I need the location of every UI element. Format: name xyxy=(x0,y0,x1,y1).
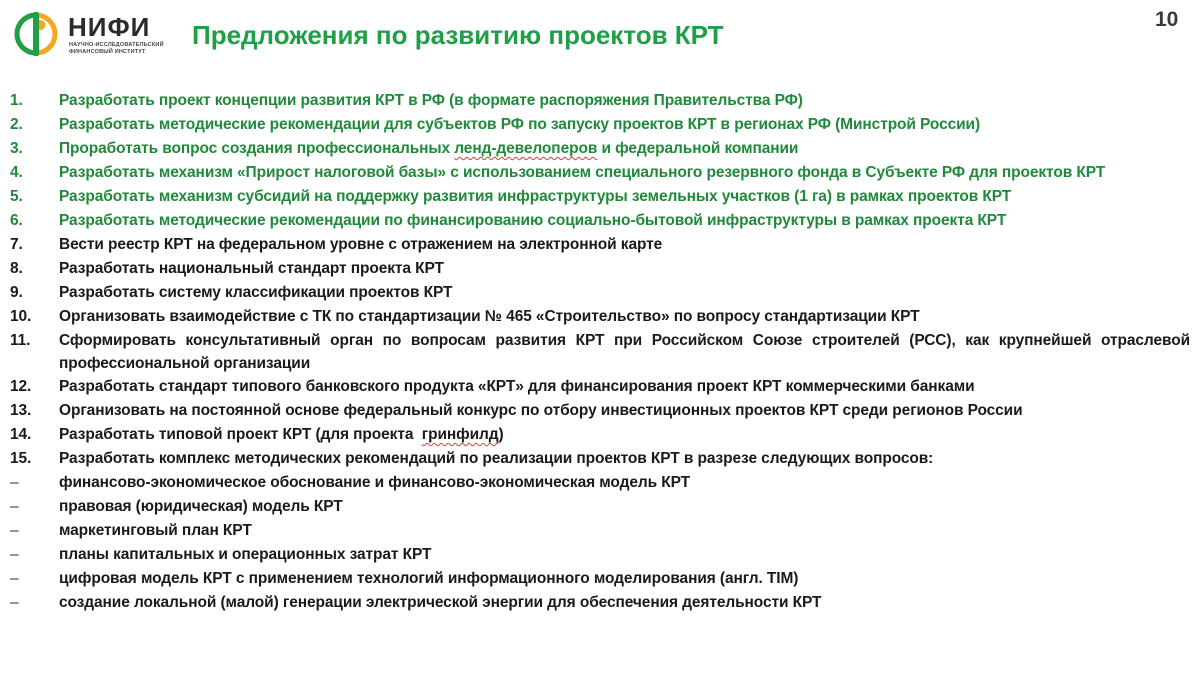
item-text: Организовать взаимодействие с ТК по стандартизации № 465 «Строительство» по вопросу стандартизации КРТ xyxy=(59,308,920,325)
item-number: 5. xyxy=(10,188,23,205)
item-text-part: Разработать типовой проект КРТ (для проекта xyxy=(59,426,422,443)
list-item xyxy=(10,137,1190,161)
item-number: 8. xyxy=(10,260,23,277)
logo-subtitle xyxy=(69,42,164,56)
item-text-part: Проработать вопрос создания профессиональных xyxy=(59,140,455,157)
page-number: 10 xyxy=(1155,8,1179,31)
item-number: 11. xyxy=(10,332,31,349)
nifi-logo xyxy=(12,10,162,60)
sub-list-item xyxy=(10,471,1190,495)
sub-list-item xyxy=(10,543,1190,567)
item-text: Разработать механизм «Прирост налоговой базы» с использованием специального резервного фонда в Субъекте РФ для проектов КРТ xyxy=(59,164,1106,181)
item-text: Разработать стандарт типового банковского продукта «КРТ» для финансирования проект КРТ коммерческими банками xyxy=(59,378,975,395)
sub-item-text: создание локальной (малой) генерации электрической энергии для обеспечения деятельности КРТ xyxy=(59,594,822,611)
sub-list-item xyxy=(10,519,1190,543)
item-text xyxy=(59,423,504,447)
sub-item-text: маркетинговый план КРТ xyxy=(59,522,252,539)
spellcheck-underlined-word: ленд-девелоперов xyxy=(454,140,598,157)
list-item xyxy=(10,423,1190,447)
item-text: Разработать методические рекомендации для субъектов РФ по запуску проектов КРТ в регионах РФ (Минстрой России) xyxy=(59,116,981,133)
item-number: 1. xyxy=(10,92,23,109)
list-item xyxy=(10,233,1190,257)
dash-bullet: – xyxy=(10,570,19,587)
dash-bullet: – xyxy=(10,546,19,563)
item-number: 4. xyxy=(10,164,23,181)
list-item xyxy=(10,185,1190,209)
item-text: Организовать на постоянной основе федеральный конкурс по отбору инвестиционных проектов КРТ среди регионов России xyxy=(59,402,1023,419)
list-item xyxy=(10,257,1190,281)
item-number: 6. xyxy=(10,212,23,229)
item-text: Разработать проект концепции развития КРТ в РФ (в формате распоряжения Правительства РФ) xyxy=(59,92,803,109)
item-text xyxy=(59,137,798,161)
proposals-list xyxy=(10,89,1190,615)
item-text: Сформировать консультативный орган по вопросам развития КРТ при Российском Союзе строителей (РСС), как крупнейшей отраслевой профессиональной организации xyxy=(59,332,1190,372)
logo-subtitle-line2: ФИНАНСОВЫЙ ИНСТИТУТ xyxy=(69,49,146,55)
item-number: 15. xyxy=(10,450,32,467)
dash-bullet: – xyxy=(10,522,19,539)
sub-item-text: цифровая модель КРТ с применением технологий информационного моделирования (англ. TIM) xyxy=(59,570,799,587)
page-title: Предложения по развитию проектов КРТ xyxy=(192,20,724,50)
item-text-part: ) xyxy=(498,426,504,443)
list-item xyxy=(10,89,1190,113)
spellcheck-underlined-word: гринфилд xyxy=(421,426,499,443)
dash-bullet: – xyxy=(10,474,19,491)
item-number: 13. xyxy=(10,402,32,419)
list-item xyxy=(10,161,1190,185)
item-number: 14. xyxy=(10,426,32,443)
sub-list-item xyxy=(10,567,1190,591)
logo-subtitle-line1: НАУЧНО-ИССЛЕДОВАТЕЛЬСКИЙ xyxy=(69,42,164,48)
item-text: Вести реестр КРТ на федеральном уровне с отражением на электронной карте xyxy=(59,236,663,253)
item-text: Разработать национальный стандарт проекта КРТ xyxy=(59,260,444,277)
item-text: Разработать систему классификации проектов КРТ xyxy=(59,284,453,301)
item-number: 9. xyxy=(10,284,23,301)
item-text: Разработать методические рекомендации по финансированию социально-бытовой инфраструктуры в рамках проекта КРТ xyxy=(59,212,1007,229)
nifi-logo-icon xyxy=(12,10,60,58)
item-number: 7. xyxy=(10,236,23,253)
item-text: Разработать комплекс методических рекомендаций по реализации проектов КРТ в разрезе следующих вопросов: xyxy=(59,450,934,467)
list-item xyxy=(10,305,1190,329)
item-text-part: и федеральной компании xyxy=(597,140,799,157)
list-item xyxy=(10,281,1190,305)
sub-item-text: финансово-экономическое обоснование и финансово-экономическая модель КРТ xyxy=(59,474,690,491)
list-item xyxy=(10,399,1190,423)
list-item xyxy=(10,447,1190,471)
dash-bullet: – xyxy=(10,594,19,611)
list-item xyxy=(10,375,1190,399)
list-item xyxy=(10,329,1190,375)
item-number: 10. xyxy=(10,308,32,325)
sub-list-item xyxy=(10,591,1190,615)
sub-item-text: планы капитальных и операционных затрат КРТ xyxy=(59,546,432,563)
sub-list-item xyxy=(10,495,1190,519)
sub-item-text: правовая (юридическая) модель КРТ xyxy=(59,498,343,515)
item-text: Разработать механизм субсидий на поддержку развития инфраструктуры земельных участков (1 га) в рамках проектов КРТ xyxy=(59,188,1012,205)
dash-bullet: – xyxy=(10,498,19,515)
item-number: 2. xyxy=(10,116,23,133)
item-number: 3. xyxy=(10,140,23,157)
list-item xyxy=(10,209,1190,233)
logo-name: НИФИ xyxy=(68,12,151,42)
list-item xyxy=(10,113,1190,137)
item-number: 12. xyxy=(10,378,32,395)
